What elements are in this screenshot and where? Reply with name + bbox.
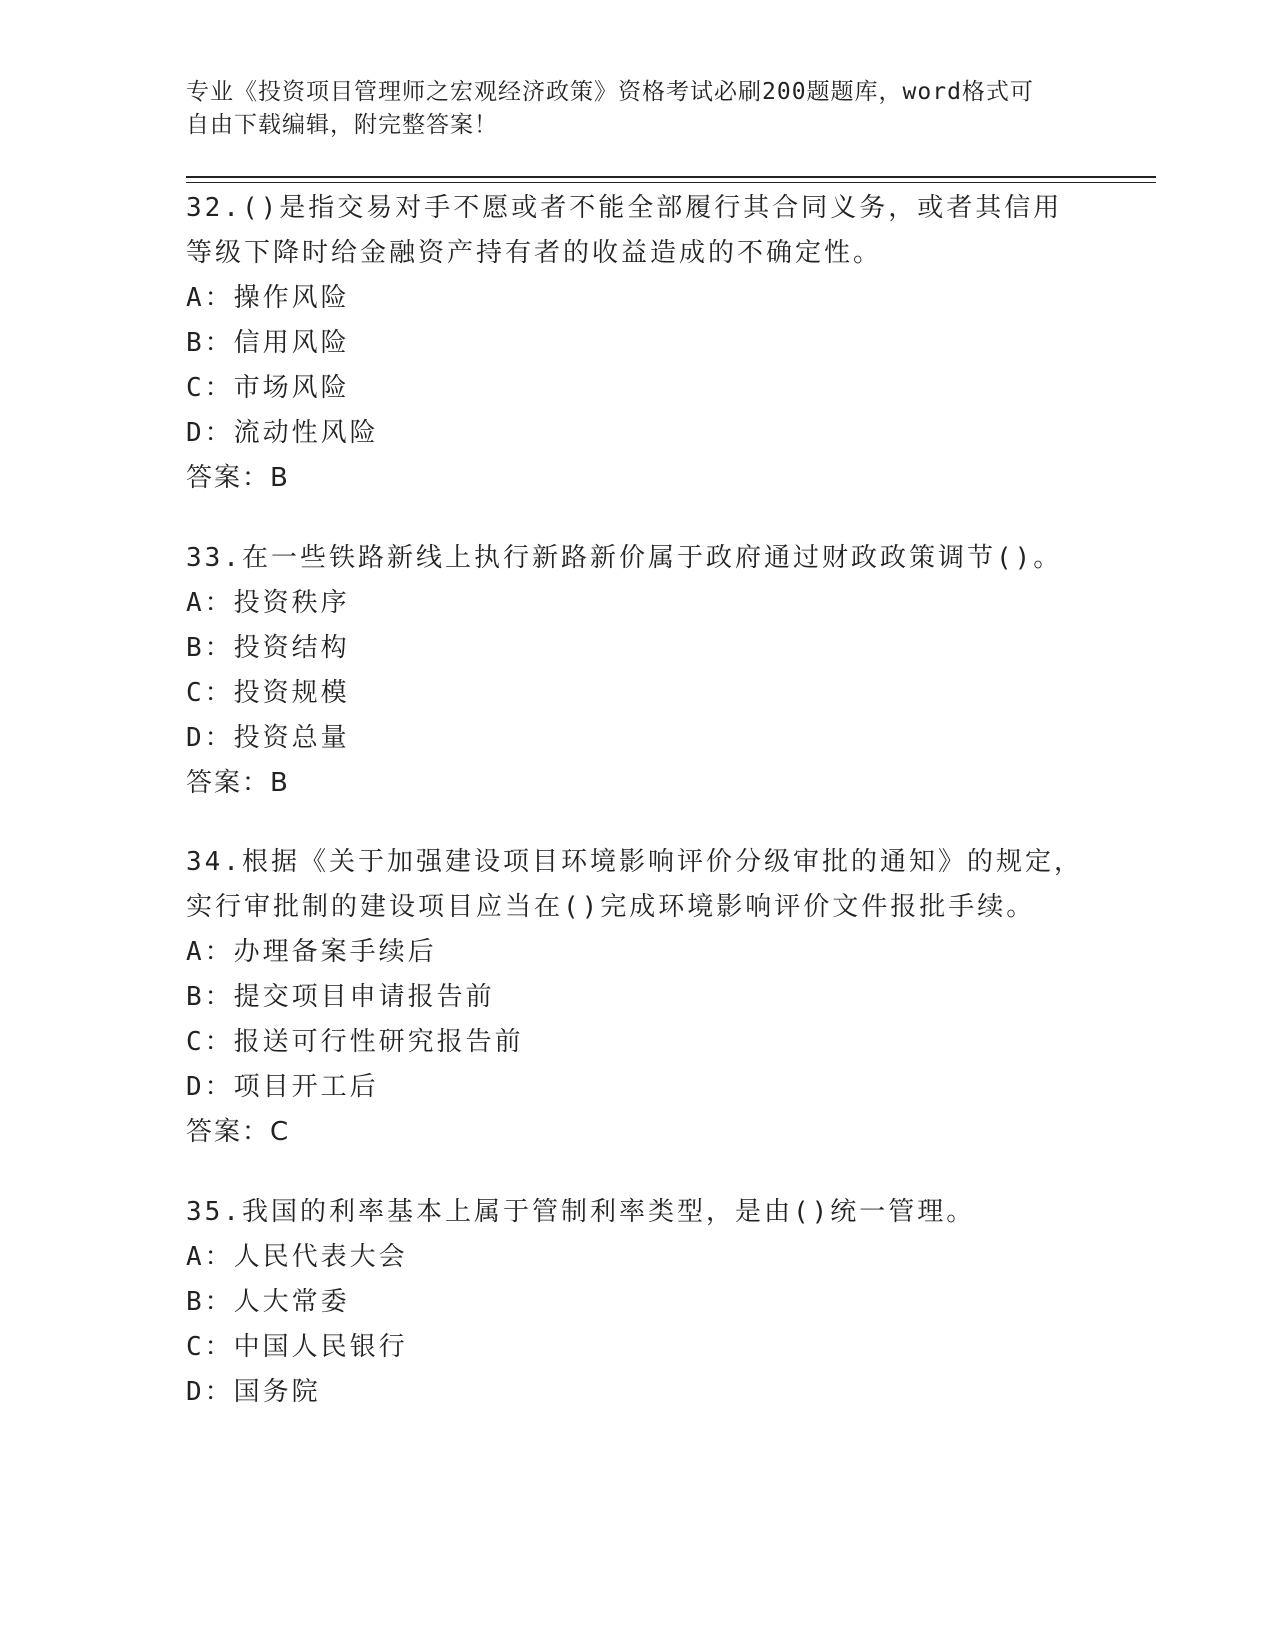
- question-32: [186, 186, 1086, 501]
- option-c: C：报送可行性研究报告前: [186, 1027, 524, 1057]
- document-header: [186, 76, 1066, 142]
- option-a: A：投资秩序: [186, 588, 350, 618]
- option-d: D：投资总量: [186, 723, 350, 753]
- answer-line: 答案：C: [186, 1117, 291, 1147]
- option-c: C：市场风险: [186, 373, 350, 403]
- option-b: B：投资结构: [186, 633, 350, 663]
- option-a: A：办理备案手续后: [186, 937, 437, 967]
- question-stem: 32.()是指交易对手不愿或者不能全部履行其合同义务，或者其信用等级下降时给金融资产持有者的收益造成的不确定性。: [186, 193, 1063, 268]
- option-b: B：提交项目申请报告前: [186, 982, 495, 1012]
- option-c: C：中国人民银行: [186, 1332, 408, 1362]
- answer-line: 答案：B: [186, 768, 290, 798]
- option-a: A：人民代表大会: [186, 1242, 408, 1272]
- option-c: C：投资规模: [186, 678, 350, 708]
- option-b: B：信用风险: [186, 328, 350, 358]
- question-stem: 35.我国的利率基本上属于管制利率类型，是由()统一管理。: [186, 1197, 976, 1227]
- header-line-1: 专业《投资项目管理师之宏观经济政策》资格考试必刷200题题库，word格式可: [186, 79, 1034, 105]
- header-line-2: 自由下载编辑，附完整答案！: [186, 112, 498, 138]
- option-d: D：流动性风险: [186, 418, 379, 448]
- header-divider-thin: [186, 182, 1156, 183]
- question-34: [186, 840, 1086, 1155]
- question-stem: 34.根据《关于加强建设项目环境影响评价分级审批的通知》的规定，实行审批制的建设项目应当在()完成环境影响评价文件报批手续。: [186, 847, 1083, 922]
- option-d: D：国务院: [186, 1377, 321, 1407]
- header-divider-thick: [186, 176, 1156, 178]
- question-33: [186, 536, 1086, 806]
- question-35: [186, 1190, 1086, 1415]
- option-a: A：操作风险: [186, 283, 350, 313]
- answer-line: 答案：B: [186, 463, 290, 493]
- option-b: B：人大常委: [186, 1287, 350, 1317]
- option-d: D：项目开工后: [186, 1072, 379, 1102]
- question-stem: 33.在一些铁路新线上执行新路新价属于政府通过财政政策调节()。: [186, 543, 1063, 573]
